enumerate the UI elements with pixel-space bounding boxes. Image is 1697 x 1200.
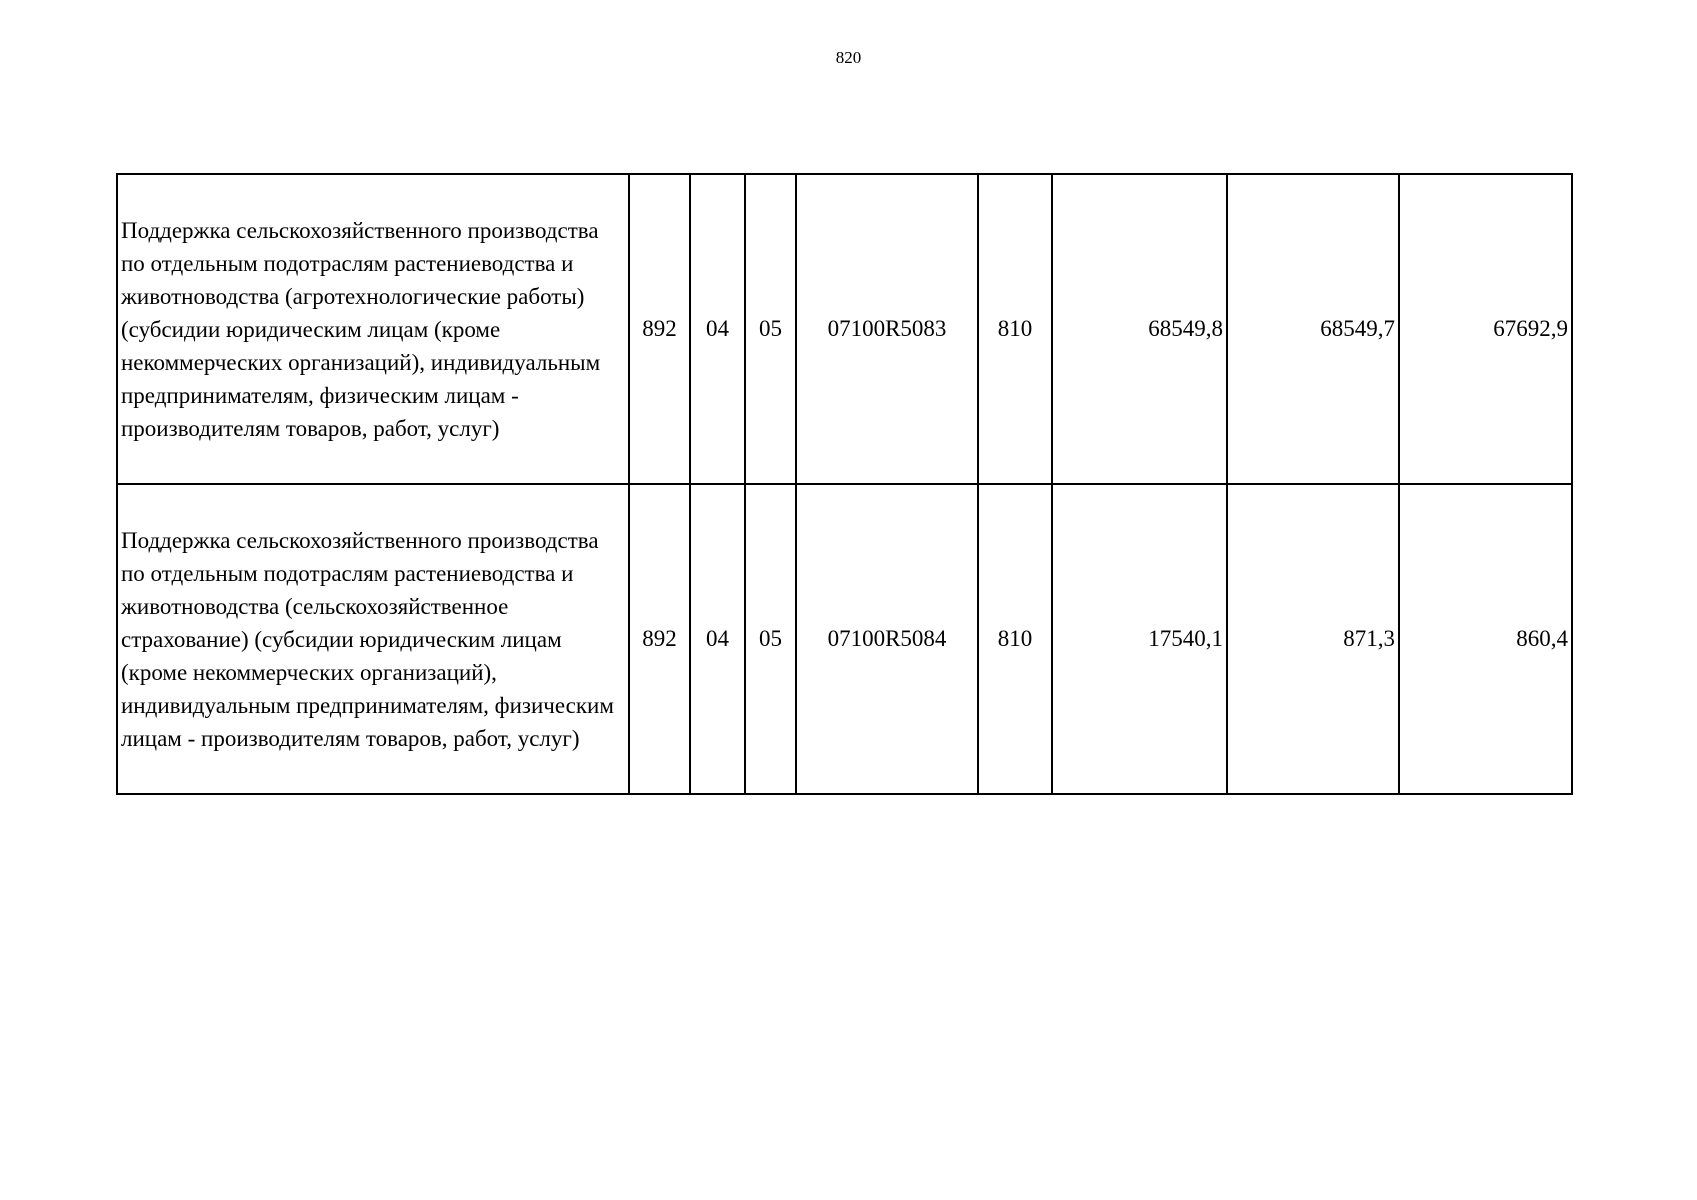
target-article-code: 07100R5083 [796, 174, 978, 484]
ministry-code: 892 [629, 484, 690, 794]
page-number: 820 [835, 48, 862, 67]
ministry-code: 892 [629, 174, 690, 484]
expense-type-code: 810 [978, 174, 1052, 484]
subsection-code: 05 [745, 484, 796, 794]
row-description: Поддержка сельскохозяйственного производства по отдельным подотраслям растениеводства и животноводства (сельскохозяйственное страхование) (субсидии юридическим лицам (кроме некоммерческих организаций), индивидуальным предпринимателям, физическим лицам - производителям товаров, работ, услуг) [117, 484, 629, 794]
target-article-code: 07100R5084 [796, 484, 978, 794]
amount-2: 871,3 [1227, 484, 1399, 794]
subsection-code: 05 [745, 174, 796, 484]
section-code: 04 [690, 174, 745, 484]
amount-3: 860,4 [1399, 484, 1572, 794]
amount-2: 68549,7 [1227, 174, 1399, 484]
budget-table [116, 173, 1573, 795]
amount-1: 17540,1 [1052, 484, 1227, 794]
amount-1: 68549,8 [1052, 174, 1227, 484]
table-row [117, 174, 1572, 484]
expense-type-code: 810 [978, 484, 1052, 794]
section-code: 04 [690, 484, 745, 794]
row-description: Поддержка сельскохозяйственного производства по отдельным подотраслям растениеводства и животноводства (агротехнологические работы) (субсидии юридическим лицам (кроме некоммерческих организаций), индивидуальным предпринимателям, физическим лицам - производителям товаров, работ, услуг) [117, 174, 629, 484]
amount-3: 67692,9 [1399, 174, 1572, 484]
table-row [117, 484, 1572, 794]
